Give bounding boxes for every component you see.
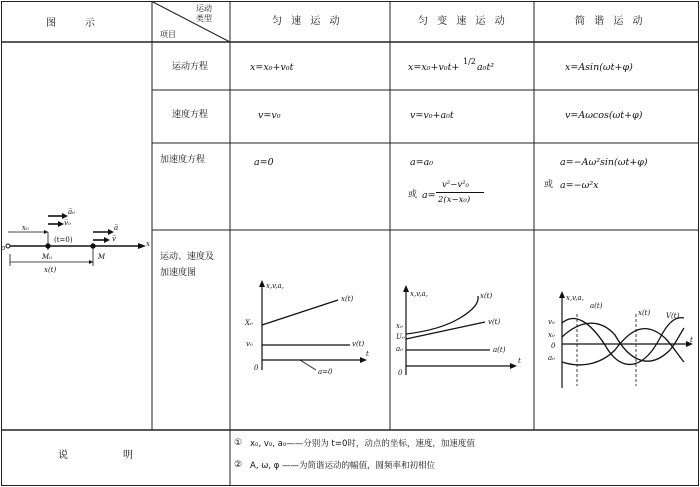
- g1-yaxis: x,v,a,: [266, 282, 284, 290]
- diagram-origin: o: [1, 244, 6, 252]
- diagram-v: v̅: [112, 235, 116, 243]
- note1-num: ①: [234, 438, 243, 448]
- g3-yaxis: x,v,a,: [566, 294, 584, 302]
- accel-accel-eq-2-num: v²−v²₀: [442, 180, 469, 190]
- harmonic-velocity-eq: v=Aωcos(ωt+φ): [565, 110, 643, 121]
- motion-diagram: [6, 213, 146, 266]
- row-label-accel-eq: 加速度方程: [160, 155, 206, 165]
- position-line: [262, 300, 338, 325]
- g2-origin: 0: [398, 369, 403, 377]
- header-corner-bottom: 项目: [160, 30, 176, 39]
- g2-yaxis: x,v,a,: [410, 290, 428, 298]
- g2-v0: U₀: [396, 333, 405, 341]
- row-label-velocity-eq: 速度方程: [172, 110, 209, 120]
- header-uniform: 匀 速 运 动: [272, 16, 343, 27]
- note2-text: A, ω, φ ——为简谐运动的幅值，圆频率和初相位: [250, 461, 436, 471]
- g2-a0: a₀: [396, 345, 403, 353]
- g1-x0: X₀: [245, 319, 253, 327]
- g2-xt: x(t): [480, 292, 493, 300]
- accel-accel-or: 或: [408, 190, 418, 200]
- accel-motion-eq-tail: a₀t²: [477, 62, 495, 73]
- accel-accel-eq-2-den: 2(x−x₀): [438, 195, 471, 205]
- diagram-m: M: [98, 253, 106, 261]
- g3-v0: v₀: [548, 318, 555, 326]
- harmonic-accel-eq-1: a=−Aω²sin(ωt+φ): [560, 157, 648, 168]
- header-diagram: 图 示: [46, 18, 98, 29]
- g1-xt: x(t): [341, 295, 354, 303]
- row-label-graphs-2: 加速度图: [160, 268, 197, 278]
- note2-num: ②: [234, 460, 243, 470]
- graph-accel: [403, 285, 517, 375]
- g3-at: a(t): [590, 302, 603, 310]
- g1-xaxis: t: [366, 350, 369, 358]
- header-harmonic: 简 谐 运 动: [575, 16, 646, 27]
- accel-velocity-eq: v=v₀+a₀t: [410, 110, 454, 121]
- accel-accel-eq-2-lhs: a=: [422, 190, 436, 201]
- accel-motion-eq-fraction: 1/2: [463, 57, 476, 66]
- header-corner-mid: 类型: [196, 14, 212, 23]
- note1-text: x₀, v₀, a₀——分别为 t=0时，动点的坐标，速度，加速度值: [250, 439, 475, 449]
- accel-accel-eq-1: a=a₀: [410, 157, 434, 168]
- position-curve: [406, 296, 478, 334]
- uniform-accel-eq: a=0: [254, 157, 274, 168]
- g3-x0: x₀: [548, 331, 555, 339]
- row-label-graphs-1: 运动、速度及: [160, 252, 215, 262]
- g3-vt: V(t): [666, 312, 680, 320]
- g1-vt: v(t): [352, 340, 365, 348]
- g2-vt: v(t): [488, 318, 501, 326]
- fraction-bar: [436, 192, 484, 193]
- row-label-motion-eq: 运动方程: [172, 62, 209, 72]
- harmonic-motion-eq: x=Asin(ωt+φ): [565, 62, 633, 73]
- accel-motion-eq: x=x₀+v₀t+: [408, 62, 460, 73]
- diagram-t0: (t=0): [54, 236, 73, 244]
- graph-uniform: [259, 280, 367, 370]
- uniform-velocity-eq: v=v₀: [258, 110, 281, 121]
- g3-zero: 0: [551, 342, 556, 350]
- g3-a0: a₀: [548, 354, 555, 362]
- uniform-motion-eq: x=x₀+v₀t: [250, 62, 294, 73]
- accel-leader: [300, 360, 316, 370]
- diagram-axis: x: [146, 240, 150, 248]
- header-uniform-accel: 匀 变 速 运 动: [418, 16, 508, 27]
- diagram-m0: M₀: [42, 253, 52, 261]
- diagram-a0: a̅₀: [68, 208, 75, 216]
- harmonic-accel-eq-2: a=−ω²x: [560, 180, 599, 191]
- notes-label: 说 明: [58, 450, 136, 461]
- g2-at: a(t): [493, 346, 506, 354]
- diagram-x0: x₀: [22, 224, 29, 232]
- g2-x0: x₀: [396, 322, 403, 330]
- g1-a0: a=0: [318, 368, 333, 376]
- diagram-v0: v̅₀: [64, 219, 71, 227]
- harmonic-accel-or: 或: [544, 180, 554, 190]
- g2-xaxis: t: [518, 357, 521, 365]
- header-corner-top: 运动: [196, 4, 212, 13]
- g1-v0: v₀: [246, 340, 253, 348]
- g3-xaxis: t: [690, 336, 693, 344]
- g3-xt: x(t): [638, 309, 651, 317]
- graph-harmonic: [559, 291, 693, 388]
- diagram-xt: x(t): [44, 266, 57, 274]
- g1-origin: 0: [254, 364, 259, 372]
- diagram-a: a̅: [114, 224, 119, 232]
